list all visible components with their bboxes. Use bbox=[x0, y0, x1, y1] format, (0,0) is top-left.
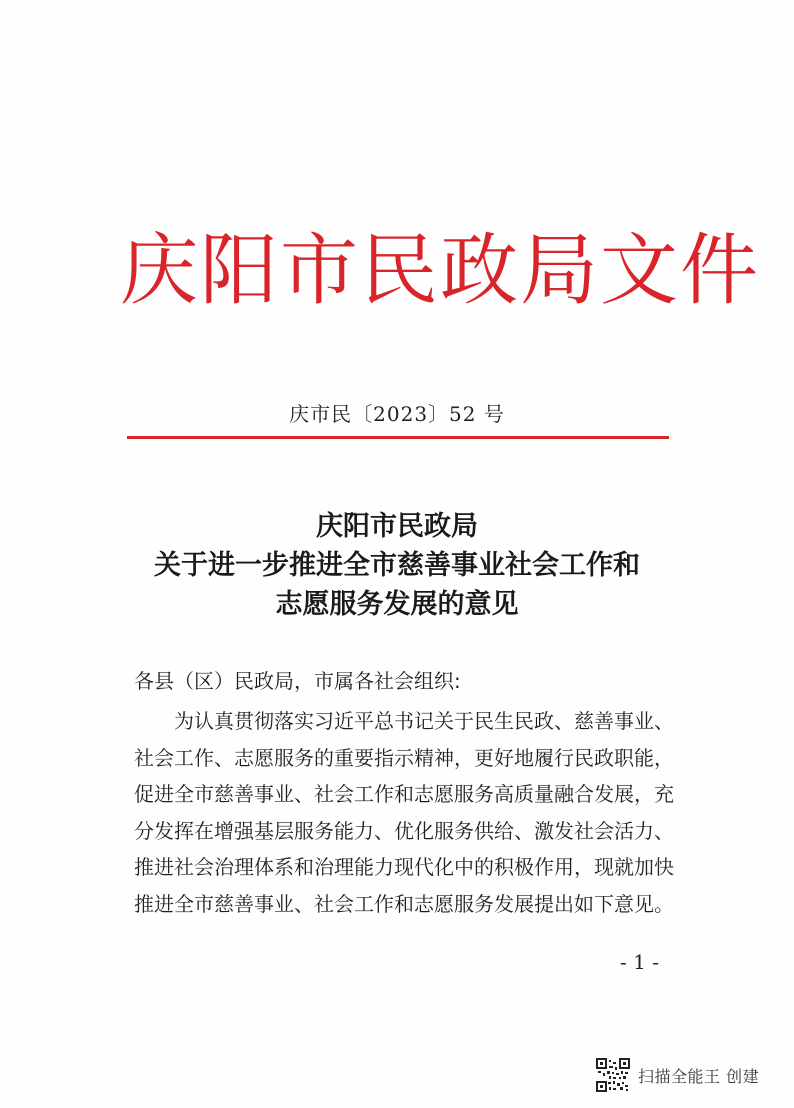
scanner-watermark-text: 扫描全能王 创建 bbox=[638, 1066, 760, 1086]
scanner-watermark bbox=[596, 1056, 759, 1094]
page-number: - 1 - bbox=[620, 950, 659, 974]
red-divider-line bbox=[127, 436, 669, 439]
body-line: 为认真贯彻落实习近平总书记关于民生民政、慈善事业、 bbox=[174, 709, 674, 733]
title-line-3: 志愿服务发展的意见 bbox=[275, 589, 519, 620]
body-line: 推进社会治理体系和治理能力现代化中的积极作用，现就加快 bbox=[134, 855, 674, 880]
header-title: 庆阳市民政局文件 bbox=[120, 226, 761, 316]
title-line-1: 庆阳市民政局 bbox=[316, 511, 478, 542]
body-line: 社会工作、志愿服务的重要指示精神，更好地履行民政职能， bbox=[134, 745, 674, 770]
title-line-2: 关于进一步推进全市慈善事业社会工作和 bbox=[154, 550, 640, 581]
document-title bbox=[0, 507, 794, 624]
body-line: 分发挥在增强基层服务能力、优化服务供给、激发社会活力、 bbox=[134, 818, 674, 843]
body-paragraph bbox=[134, 703, 674, 923]
body-line: 促进全市慈善事业、社会工作和志愿服务高质量融合发展，充 bbox=[134, 782, 674, 807]
body-line: 推进全市慈善事业、社会工作和志愿服务发展提出如下意见。 bbox=[134, 891, 674, 916]
salutation: 各县（区）民政局，市属各社会组织: bbox=[134, 669, 461, 693]
qr-code-icon bbox=[596, 1058, 630, 1092]
document-number: 庆市民〔2023〕52 号 bbox=[289, 402, 505, 426]
